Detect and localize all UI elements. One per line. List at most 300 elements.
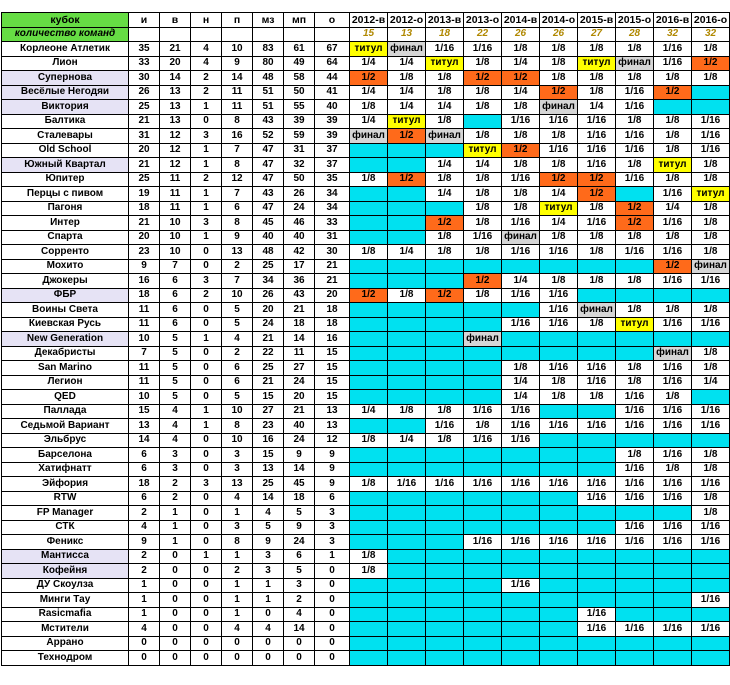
season-result: 1/16 xyxy=(616,520,654,535)
season-result: 1/8 xyxy=(692,201,730,216)
season-result: 1/8 xyxy=(540,42,578,57)
season-result xyxy=(578,636,616,651)
season-result: 1/8 xyxy=(692,506,730,521)
season-result: титул xyxy=(578,56,616,71)
season-result: 1/16 xyxy=(616,85,654,100)
stat-wins: 3 xyxy=(160,448,191,463)
season-result xyxy=(388,187,426,202)
season-result: 1/8 xyxy=(540,390,578,405)
stat-games: 0 xyxy=(129,651,160,666)
season-result: титул xyxy=(388,114,426,129)
stat-losses: 11 xyxy=(222,85,253,100)
season-result: 1/8 xyxy=(464,288,502,303)
stat-goals-against: 18 xyxy=(284,491,315,506)
season-result xyxy=(578,651,616,666)
season-result xyxy=(426,462,464,477)
stat-goals-for: 48 xyxy=(253,71,284,86)
header-row xyxy=(2,13,730,28)
stat-goals-against: 43 xyxy=(284,288,315,303)
season-result: 1/16 xyxy=(502,216,540,231)
stat-points: 15 xyxy=(315,375,350,390)
season-result xyxy=(388,651,426,666)
team-name: Киевская Русь xyxy=(2,317,129,332)
stat-points: 1 xyxy=(315,549,350,564)
stat-points: 9 xyxy=(315,448,350,463)
team-name: Технодром xyxy=(2,651,129,666)
season-result xyxy=(464,651,502,666)
season-result xyxy=(388,578,426,593)
stat-points: 30 xyxy=(315,245,350,260)
stat-losses: 4 xyxy=(222,622,253,637)
season-result: 1/4 xyxy=(502,85,540,100)
season-result xyxy=(388,448,426,463)
season-result: 1/16 xyxy=(578,491,616,506)
season-result: 1/16 xyxy=(654,491,692,506)
season-result: 1/16 xyxy=(654,375,692,390)
season-result: 1/8 xyxy=(654,71,692,86)
season-result: 1/8 xyxy=(502,42,540,57)
stat-games: 9 xyxy=(129,259,160,274)
stat-goals-for: 24 xyxy=(253,317,284,332)
season-result xyxy=(540,332,578,347)
stat-losses: 4 xyxy=(222,332,253,347)
stat-goals-against: 39 xyxy=(284,114,315,129)
season-result: 1/16 xyxy=(502,245,540,260)
season-result: 1/8 xyxy=(350,245,388,260)
team-count-value: 32 xyxy=(692,27,730,42)
season-result: 1/16 xyxy=(578,158,616,173)
season-result: 1/8 xyxy=(540,158,578,173)
team-row xyxy=(2,114,730,129)
season-result xyxy=(350,143,388,158)
team-name: Седьмой Вариант xyxy=(2,419,129,434)
season-result xyxy=(388,419,426,434)
team-name: Эльбрус xyxy=(2,433,129,448)
season-result xyxy=(540,404,578,419)
stat-points: 67 xyxy=(315,42,350,57)
season-result: 1/16 xyxy=(464,230,502,245)
stat-losses: 13 xyxy=(222,245,253,260)
stat-draws: 0 xyxy=(191,361,222,376)
season-result xyxy=(540,448,578,463)
team-row xyxy=(2,520,730,535)
season-result: 1/4 xyxy=(426,158,464,173)
team-row xyxy=(2,506,730,521)
team-count-value: 13 xyxy=(388,27,426,42)
team-count-row xyxy=(2,27,730,42)
season-result xyxy=(426,259,464,274)
season-result xyxy=(654,564,692,579)
stat-wins: 0 xyxy=(160,578,191,593)
stat-losses: 12 xyxy=(222,172,253,187)
season-result: 1/16 xyxy=(654,42,692,57)
stat-goals-against: 11 xyxy=(284,346,315,361)
stat-points: 12 xyxy=(315,433,350,448)
team-name: Хатифнатт xyxy=(2,462,129,477)
stat-games: 2 xyxy=(129,549,160,564)
season-result xyxy=(464,607,502,622)
season-result xyxy=(654,433,692,448)
season-result: 1/8 xyxy=(692,346,730,361)
season-result xyxy=(464,375,502,390)
season-result: 1/8 xyxy=(350,433,388,448)
season-result xyxy=(464,259,502,274)
season-result: финал xyxy=(350,129,388,144)
stat-wins: 10 xyxy=(160,245,191,260)
stat-points: 16 xyxy=(315,332,350,347)
stat-losses: 8 xyxy=(222,114,253,129)
season-result xyxy=(426,274,464,289)
season-result: 1/8 xyxy=(692,462,730,477)
team-name: Воины Света xyxy=(2,303,129,318)
stat-draws: 0 xyxy=(191,303,222,318)
stat-points: 9 xyxy=(315,462,350,477)
stat-goals-against: 6 xyxy=(284,549,315,564)
team-name: ДУ Скоулза xyxy=(2,578,129,593)
season-result: 1/4 xyxy=(426,187,464,202)
season-result xyxy=(502,564,540,579)
team-row xyxy=(2,651,730,666)
season-result: 1/16 xyxy=(426,42,464,57)
season-result: 1/8 xyxy=(578,230,616,245)
team-name: Эйфория xyxy=(2,477,129,492)
stat-games: 21 xyxy=(129,158,160,173)
stat-goals-against: 9 xyxy=(284,520,315,535)
stat-wins: 0 xyxy=(160,549,191,564)
season-result: 1/4 xyxy=(388,100,426,115)
season-result: 1/2 xyxy=(350,288,388,303)
season-result xyxy=(540,506,578,521)
stat-games: 9 xyxy=(129,535,160,550)
stat-draws: 0 xyxy=(191,578,222,593)
season-result: 1/8 xyxy=(502,361,540,376)
season-result: 1/2 xyxy=(426,216,464,231)
season-result xyxy=(692,564,730,579)
season-result xyxy=(616,433,654,448)
season-result xyxy=(464,506,502,521)
header-season: 2014-о xyxy=(540,13,578,28)
season-result xyxy=(426,578,464,593)
season-result xyxy=(502,448,540,463)
team-row xyxy=(2,172,730,187)
stat-wins: 12 xyxy=(160,129,191,144)
stat-goals-against: 3 xyxy=(284,578,315,593)
season-result: 1/2 xyxy=(654,259,692,274)
team-name: Весёлые Негодяи xyxy=(2,85,129,100)
season-result: 1/8 xyxy=(578,245,616,260)
season-result: 1/16 xyxy=(692,143,730,158)
team-name: RTW xyxy=(2,491,129,506)
stat-goals-against: 14 xyxy=(284,622,315,637)
stat-losses: 7 xyxy=(222,274,253,289)
stat-draws: 1 xyxy=(191,187,222,202)
season-result xyxy=(464,114,502,129)
stat-goals-against: 32 xyxy=(284,158,315,173)
season-result xyxy=(654,578,692,593)
season-result: 1/8 xyxy=(464,85,502,100)
team-name: Южный Квартал xyxy=(2,158,129,173)
season-result xyxy=(350,491,388,506)
season-result xyxy=(464,361,502,376)
season-result xyxy=(388,201,426,216)
season-result xyxy=(540,607,578,622)
team-row xyxy=(2,71,730,86)
season-result: 1/8 xyxy=(654,129,692,144)
stat-goals-against: 27 xyxy=(284,361,315,376)
team-name: Лион xyxy=(2,56,129,71)
season-result xyxy=(540,593,578,608)
team-name: Пагоня xyxy=(2,201,129,216)
stat-goals-for: 52 xyxy=(253,129,284,144)
team-count-value: 26 xyxy=(540,27,578,42)
season-result: 1/8 xyxy=(426,230,464,245)
season-result: 1/2 xyxy=(502,71,540,86)
stat-games: 16 xyxy=(129,274,160,289)
stat-games: 20 xyxy=(129,230,160,245)
season-result xyxy=(426,143,464,158)
stat-draws: 0 xyxy=(191,375,222,390)
season-result xyxy=(426,564,464,579)
season-result: 1/8 xyxy=(388,404,426,419)
season-result xyxy=(654,593,692,608)
stat-wins: 0 xyxy=(160,593,191,608)
stat-wins: 10 xyxy=(160,216,191,231)
season-result: 1/8 xyxy=(616,274,654,289)
season-result: 1/8 xyxy=(654,230,692,245)
season-result: 1/8 xyxy=(692,303,730,318)
season-result: 1/8 xyxy=(426,114,464,129)
stat-draws: 0 xyxy=(191,564,222,579)
season-result: 1/16 xyxy=(464,535,502,550)
season-result xyxy=(350,158,388,173)
season-result xyxy=(388,636,426,651)
stat-draws: 0 xyxy=(191,317,222,332)
stat-points: 35 xyxy=(315,172,350,187)
season-result: 1/16 xyxy=(502,317,540,332)
season-result xyxy=(388,332,426,347)
stat-points: 37 xyxy=(315,143,350,158)
season-result: 1/16 xyxy=(654,56,692,71)
season-result xyxy=(540,462,578,477)
season-result: 1/16 xyxy=(502,477,540,492)
season-result: титул xyxy=(540,201,578,216)
season-result: 1/4 xyxy=(464,158,502,173)
stat-draws: 0 xyxy=(191,462,222,477)
stat-draws: 2 xyxy=(191,288,222,303)
stat-goals-for: 16 xyxy=(253,433,284,448)
stat-draws: 2 xyxy=(191,71,222,86)
season-result: 1/8 xyxy=(654,143,692,158)
season-result: 1/16 xyxy=(616,462,654,477)
stat-points: 9 xyxy=(315,477,350,492)
season-result xyxy=(616,346,654,361)
season-result: 1/8 xyxy=(426,85,464,100)
season-result: 1/16 xyxy=(692,520,730,535)
season-result xyxy=(502,506,540,521)
season-result xyxy=(388,491,426,506)
season-result xyxy=(350,259,388,274)
stat-goals-against: 20 xyxy=(284,390,315,405)
season-result: 1/16 xyxy=(578,477,616,492)
season-result xyxy=(616,187,654,202)
stat-goals-for: 14 xyxy=(253,491,284,506)
team-count-value: 26 xyxy=(502,27,540,42)
stat-goals-against: 24 xyxy=(284,433,315,448)
team-name: Балтика xyxy=(2,114,129,129)
stat-games: 1 xyxy=(129,578,160,593)
season-result xyxy=(350,187,388,202)
stat-wins: 13 xyxy=(160,114,191,129)
stat-losses: 1 xyxy=(222,578,253,593)
season-result: 1/16 xyxy=(578,535,616,550)
season-result: 1/16 xyxy=(692,593,730,608)
season-result xyxy=(692,549,730,564)
stat-wins: 20 xyxy=(160,56,191,71)
season-result: 1/4 xyxy=(350,404,388,419)
season-result xyxy=(388,361,426,376)
season-result: 1/8 xyxy=(616,375,654,390)
stat-draws: 0 xyxy=(191,390,222,405)
stat-games: 25 xyxy=(129,100,160,115)
stat-games: 6 xyxy=(129,491,160,506)
season-result xyxy=(578,288,616,303)
stat-points: 64 xyxy=(315,56,350,71)
season-result xyxy=(616,549,654,564)
team-row xyxy=(2,361,730,376)
season-result: 1/16 xyxy=(692,477,730,492)
season-result: 1/4 xyxy=(692,375,730,390)
season-result xyxy=(388,346,426,361)
season-result xyxy=(388,216,426,231)
header-season: 2012-в xyxy=(350,13,388,28)
stat-wins: 5 xyxy=(160,332,191,347)
season-result: 1/8 xyxy=(616,158,654,173)
stat-goals-for: 43 xyxy=(253,187,284,202)
season-result xyxy=(502,491,540,506)
season-result: 1/2 xyxy=(692,56,730,71)
season-result xyxy=(388,607,426,622)
season-result xyxy=(578,549,616,564)
team-row xyxy=(2,85,730,100)
season-result xyxy=(578,593,616,608)
season-result: 1/8 xyxy=(464,100,502,115)
stat-games: 1 xyxy=(129,593,160,608)
stat-goals-against: 0 xyxy=(284,651,315,666)
stat-points: 13 xyxy=(315,419,350,434)
stat-points: 13 xyxy=(315,404,350,419)
team-name: Минги Тау xyxy=(2,593,129,608)
season-result xyxy=(540,259,578,274)
season-result xyxy=(426,535,464,550)
stat-points: 0 xyxy=(315,636,350,651)
stat-wins: 0 xyxy=(160,622,191,637)
season-result xyxy=(616,651,654,666)
season-result xyxy=(350,201,388,216)
season-result xyxy=(388,230,426,245)
stat-games: 10 xyxy=(129,390,160,405)
stat-games: 19 xyxy=(129,187,160,202)
season-result xyxy=(350,535,388,550)
season-result: 1/8 xyxy=(692,158,730,173)
stat-points: 40 xyxy=(315,100,350,115)
season-result xyxy=(350,593,388,608)
stat-draws: 3 xyxy=(191,216,222,231)
season-result xyxy=(464,303,502,318)
season-result: 1/2 xyxy=(388,129,426,144)
stat-losses: 11 xyxy=(222,100,253,115)
team-name: Спарта xyxy=(2,230,129,245)
stat-goals-for: 47 xyxy=(253,143,284,158)
stat-wins: 11 xyxy=(160,187,191,202)
season-result: 1/2 xyxy=(464,71,502,86)
season-result: 1/16 xyxy=(464,477,502,492)
stat-games: 6 xyxy=(129,448,160,463)
season-result: финал xyxy=(540,100,578,115)
season-result xyxy=(654,549,692,564)
season-result: 1/16 xyxy=(616,404,654,419)
season-result xyxy=(426,361,464,376)
stat-wins: 0 xyxy=(160,636,191,651)
season-result xyxy=(502,622,540,637)
stat-wins: 21 xyxy=(160,42,191,57)
season-result xyxy=(426,332,464,347)
header-stat-goals-for: мз xyxy=(253,13,284,28)
stat-goals-against: 61 xyxy=(284,42,315,57)
stat-goals-against: 36 xyxy=(284,274,315,289)
stat-goals-for: 47 xyxy=(253,172,284,187)
season-result xyxy=(426,607,464,622)
season-result xyxy=(616,259,654,274)
stat-goals-against: 40 xyxy=(284,230,315,245)
team-row xyxy=(2,491,730,506)
season-result: 1/8 xyxy=(540,71,578,86)
season-result xyxy=(540,346,578,361)
season-result: 1/4 xyxy=(388,433,426,448)
stat-draws: 0 xyxy=(191,520,222,535)
stat-draws: 1 xyxy=(191,230,222,245)
stat-points: 33 xyxy=(315,216,350,231)
season-result xyxy=(540,520,578,535)
stat-goals-for: 22 xyxy=(253,346,284,361)
stat-wins: 12 xyxy=(160,158,191,173)
season-result xyxy=(692,578,730,593)
stat-goals-against: 4 xyxy=(284,607,315,622)
season-result: финал xyxy=(388,42,426,57)
cup-results-table xyxy=(1,12,730,666)
season-result xyxy=(692,607,730,622)
header-stat-draws: н xyxy=(191,13,222,28)
stat-draws: 0 xyxy=(191,346,222,361)
header-stat-wins: в xyxy=(160,13,191,28)
stat-wins: 0 xyxy=(160,564,191,579)
empty-cell xyxy=(222,27,253,42)
stat-games: 18 xyxy=(129,477,160,492)
stat-goals-for: 47 xyxy=(253,158,284,173)
season-result: 1/4 xyxy=(350,85,388,100)
team-row xyxy=(2,593,730,608)
season-result: финал xyxy=(692,259,730,274)
season-result xyxy=(578,404,616,419)
season-result: 1/8 xyxy=(502,100,540,115)
team-row xyxy=(2,477,730,492)
stat-draws: 1 xyxy=(191,419,222,434)
stat-losses: 2 xyxy=(222,259,253,274)
season-result: 1/16 xyxy=(540,288,578,303)
stat-goals-against: 21 xyxy=(284,303,315,318)
season-result xyxy=(426,346,464,361)
stat-losses: 6 xyxy=(222,361,253,376)
season-result: 1/8 xyxy=(388,71,426,86)
